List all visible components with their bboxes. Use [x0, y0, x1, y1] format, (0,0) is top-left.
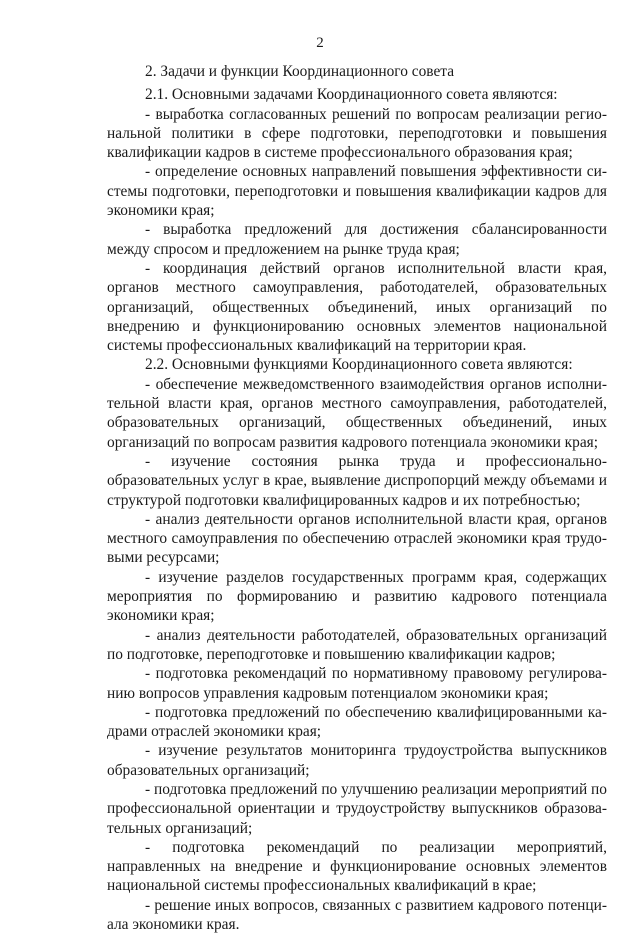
- function-item: - изучение разделов государственных программ края, содержащих мероприятия по формированию и развитию кадрового потенциала экономики края;: [107, 568, 607, 625]
- task-item: - выработка предложений для достижения сбалансированности между спросом и предложением на рынке труда края;: [107, 221, 607, 258]
- function-item: - подготовка предложений по обеспечению квалифицированными кадрами отраслей экономики края;: [107, 703, 607, 741]
- function-item: - решение иных вопросов, связанных с развитием кадрового потенциала экономики края.: [107, 896, 607, 934]
- function-item: - изучение результатов мониторинга трудоустройства выпускников образовательных организаций;: [107, 742, 607, 779]
- document-body: [107, 62, 607, 934]
- function-item: - анализ деятельности органов исполнительной власти края, органов местного самоуправления по обеспечению отраслей экономики края трудовыми ресурсами;: [107, 510, 607, 567]
- page-number: 2: [316, 35, 324, 51]
- functions-intro: 2.2. Основными функциями Координационного совета являются:: [145, 356, 573, 374]
- section-title: 2. Задачи и функции Координационного совета: [145, 63, 455, 80]
- task-item: - выработка согласованных решений по вопросам реализации региональной политики в сфере подготовки, переподготовки и повышения квалификации кадров в системе профессионального образования края;: [107, 105, 607, 162]
- function-item: - подготовка рекомендаций по реализации мероприятий, направленных на внедрение и функционирование основных элементов национальной системы профессиональных квалификаций в крае;: [107, 838, 607, 895]
- task-item: - координация действий органов исполнительной власти края, органов местного самоуправления, работодателей, образовательных организаций, общественных объединений, иных организаций по внедрению и функционированию основных элементов национальной системы профессиональных квалификаций на территории края.: [107, 259, 607, 355]
- function-item: - подготовка рекомендаций по нормативному правовому регулированию вопросов управления кадровым потенциалом экономики края;: [107, 665, 607, 702]
- task-item: - определение основных направлений повышения эффективности системы подготовки, переподготовки и повышения квалификации кадров для экономики края;: [107, 163, 607, 220]
- function-item: - обеспечение межведомственного взаимодействия органов исполнительной власти края, органов местного самоуправления, работодателей, образовательных организаций, общественных объединений, иных организаций по вопросам развития кадрового потенциала экономики края;: [107, 375, 607, 451]
- function-item: - анализ деятельности работодателей, образовательных организаций по подготовке, переподготовке и повышению квалификации кадров;: [107, 626, 607, 663]
- tasks-intro: 2.1. Основными задачами Координационного совета являются:: [145, 86, 558, 104]
- function-item: - изучение состояния рынка труда и профессионально-образовательных услуг в крае, выявление диспропорций между объемами и структурой подготовки квалифицированных кадров и их потребностью;: [107, 452, 607, 509]
- function-item: - подготовка предложений по улучшению реализации мероприятий по профессиональной ориентации и трудоустройству выпускников образовательных организаций;: [107, 780, 607, 837]
